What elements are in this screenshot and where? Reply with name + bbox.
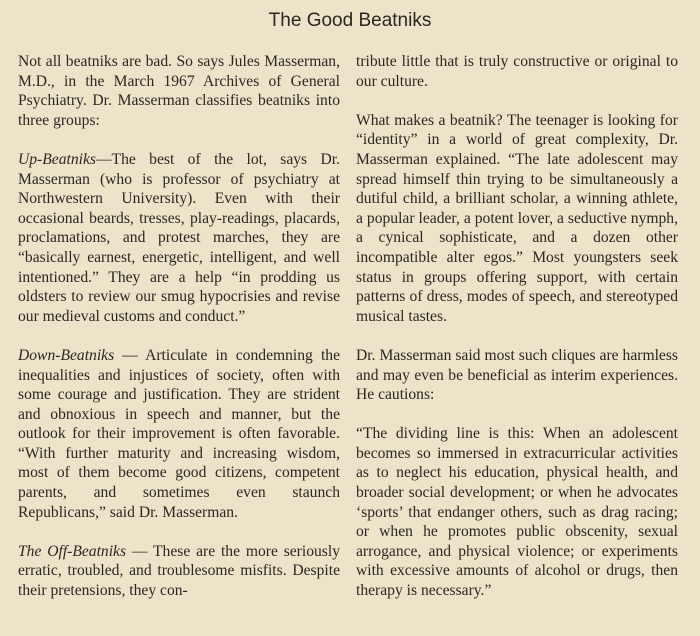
dividing-line-quote: “The dividing line is this: When an adolescent becomes so immersed in extracurricular activities as to neglect his education, physical health, and broader social development; or when he advocates ‘sports’ that endanger others, such as drag racing; or when he promotes public obscenity, sexual arrogance, and physical violence; or experiments with excessive amounts of alcohol or drugs, then therapy is necessary.” — [356, 425, 678, 600]
off-beatniks-heading: The Off-Beatniks — [18, 542, 127, 560]
down-beatniks-text: — Articulate in condemning the inequalities and injustices of society, often with some courage and justification. They are strident and obnoxious in speech and manner, but the outlook for their improvement is often favorable. “With further maturity and increasing wisdom, most of them become good citizens, competent parents, and sometimes even staunch Republicans,” said Dr. Masserman. — [18, 346, 340, 521]
down-beatniks-paragraph — [18, 346, 340, 522]
down-beatniks-heading: Down-Beatniks — [18, 346, 115, 364]
right-column — [356, 52, 678, 601]
up-beatniks-heading: Up-Beatniks — [18, 150, 96, 168]
up-beatniks-text: —The best of the lot, says Dr. Masserman (who is professor of psychiatry at Northwestern University). Even with their occasional beards, tresses, play-readings, placards, proclamations, and protest marches, they are “basically earnest, energetic, intelligent, and well intentioned.” They are a help “in prodding us oldsters to review our smug hypocrisies and revise our medieval customs and conduct.” — [18, 150, 340, 325]
left-column — [18, 52, 340, 601]
up-beatniks-paragraph — [18, 150, 340, 326]
off-beatniks-text: — These are the more seriously erratic, troubled, and troublesome misfits. Despite their pretensions, they con- — [18, 542, 341, 600]
off-beatniks-paragraph — [18, 542, 340, 601]
intro-paragraph: Not all beatniks are bad. So says Jules Masserman, M.D., in the March 1967 Archives of General Psychiatry. Dr. Masserman classifies beatniks into three groups: — [18, 53, 340, 129]
cliques-paragraph: Dr. Masserman said most such cliques are harmless and may even be beneficial as interim experiences. He cautions: — [356, 346, 678, 404]
continuation-paragraph: tribute little that is truly constructive or original to our culture. — [356, 53, 678, 90]
article-title: The Good Beatniks — [268, 10, 432, 31]
identity-paragraph: What makes a beatnik? The teenager is looking for “identity” in a world of great complexity, Dr. Masserman explained. “The late adolescent may spread himself thin trying to be simultaneously a dutiful child, a brilliant scholar, a winning athlete, a popular leader, a potent lover, a seductive nymph, a cynical sophisticate, and a dozen other incompatible alter egos.” Most youngsters seek status in groups offering support, with certain patterns of dress, modes of speech, and stereotyped musical tastes. — [356, 111, 678, 325]
